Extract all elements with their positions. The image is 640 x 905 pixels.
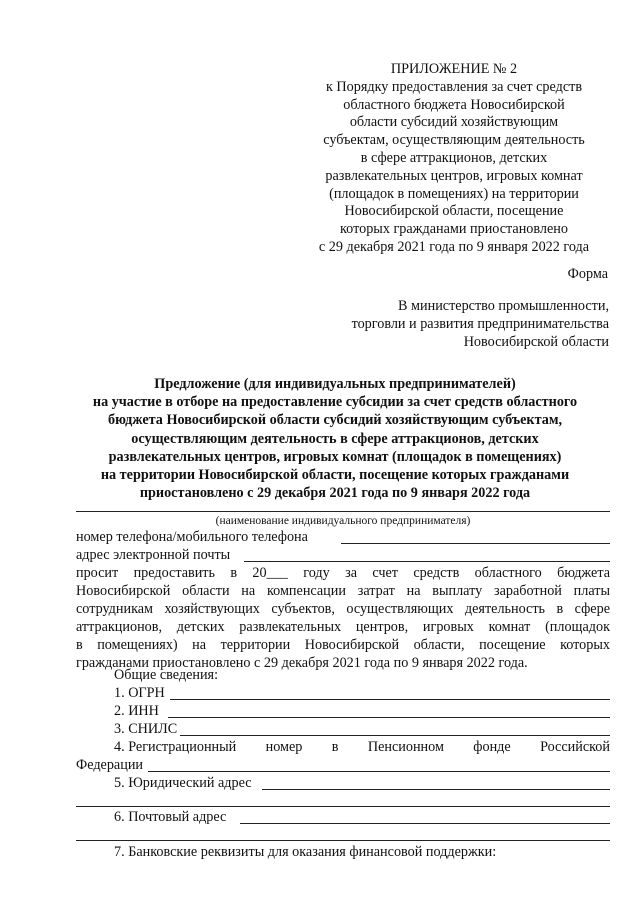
appendix-title: ПРИЛОЖЕНИЕ № 2 xyxy=(390,61,518,77)
appendix-line: к Порядку предоставления за счет средств xyxy=(325,78,583,95)
snils-label: 3. СНИЛС xyxy=(114,721,178,737)
pfr-word: 4. Регистрационный xyxy=(114,739,237,755)
legal-address-field-continued[interactable] xyxy=(76,806,610,807)
phone-field[interactable] xyxy=(341,543,610,544)
postal-address-label: 6. Почтовый адрес xyxy=(114,809,227,825)
bank-details-label: 7. Банковские реквизиты для оказания финансовой поддержки: xyxy=(114,844,497,860)
request-paragraph xyxy=(76,564,610,672)
snils-field[interactable] xyxy=(180,735,610,736)
pfr-word: фонде xyxy=(473,739,511,755)
appendix-header xyxy=(300,61,608,257)
legal-address-label: 5. Юридический адрес xyxy=(114,775,252,791)
title-line: бюджета Новосибирской области субсидий хозяйствующим субъектам, xyxy=(107,412,563,429)
appendix-line: с 29 декабря 2021 года по 9 января 2022 года xyxy=(318,238,590,255)
recipient-line: торговли и развития предпринимательства xyxy=(351,316,609,332)
request-line: гражданами приостановлено с 29 декабря 2021 года по 9 января 2022 года. xyxy=(76,655,528,671)
title-line: приостановлено с 29 декабря 2021 года по 9 января 2022 года xyxy=(139,485,531,502)
appendix-line: которых гражданами приостановлено xyxy=(340,221,568,238)
request-line: в помещениях) на территории Новосибирской области, посещение которых xyxy=(76,637,610,653)
phone-label: номер телефона/мобильного телефона xyxy=(76,529,308,545)
entrepreneur-name-field[interactable] xyxy=(76,511,610,512)
title-line: развлекательных центров, игровых комнат (площадок в помещениях) xyxy=(108,448,562,465)
request-line: сотрудникам хозяйствующих субъектов, осуществляющих деятельность в сфере xyxy=(76,601,610,617)
document-title xyxy=(60,375,610,502)
pfr-word: в xyxy=(331,739,339,755)
general-info-heading: Общие сведения: xyxy=(114,667,219,683)
request-line: аттракционов, детских развлекательных центров, игровых комнат (площадок xyxy=(76,619,610,635)
request-line: просит предоставить в 20___ году за счет средств областного бюджета xyxy=(76,565,610,581)
pfr-continuation-label: Федерации xyxy=(76,757,144,773)
title-line: Предложение (для индивидуальных предпринимателей) xyxy=(154,376,516,392)
pfr-word: Пенсионном xyxy=(367,739,444,755)
recipient-line: В министерство промышленности, xyxy=(398,298,609,314)
legal-address-field[interactable] xyxy=(262,789,610,790)
postal-address-field-continued[interactable] xyxy=(76,840,610,841)
entrepreneur-name-caption: (наименование индивидуального предпринимателя) xyxy=(215,515,471,527)
pfr-number-label xyxy=(114,738,610,756)
ogrn-label: 1. ОГРН xyxy=(114,685,165,701)
email-label: адрес электронной почты xyxy=(76,547,231,563)
appendix-line: (площадок в помещениях) на территории xyxy=(329,185,579,202)
form-label: Форма xyxy=(567,266,608,282)
request-line: Новосибирской области на компенсации затрат на выплату заработной платы xyxy=(76,583,610,599)
title-line: на территории Новосибирской области, посещение которых гражданами xyxy=(100,467,570,484)
recipient-line: Новосибирской области xyxy=(463,334,609,350)
postal-address-field[interactable] xyxy=(240,823,610,824)
pfr-word: номер xyxy=(265,739,303,755)
inn-label: 2. ИНН xyxy=(114,703,159,719)
pfr-number-field[interactable] xyxy=(148,771,610,772)
appendix-line: субъектам, осуществляющим деятельность xyxy=(323,132,585,149)
title-line: осуществляющим деятельность в сфере аттракционов, детских xyxy=(131,430,539,447)
appendix-line: области субсидий хозяйствующим xyxy=(349,114,559,131)
title-line: на участие в отборе на предоставление субсидии за счет средств областного xyxy=(92,394,578,411)
inn-field[interactable] xyxy=(168,717,610,718)
appendix-line: развлекательных центров, игровых комнат xyxy=(325,167,583,184)
email-field[interactable] xyxy=(244,561,610,562)
ogrn-field[interactable] xyxy=(170,699,610,700)
appendix-line: в сфере аттракционов, детских xyxy=(360,149,548,166)
pfr-word: Российской xyxy=(540,739,610,755)
appendix-line: Новосибирской области, посещение xyxy=(344,203,564,220)
appendix-line: областного бюджета Новосибирской xyxy=(343,96,565,113)
recipient-block xyxy=(300,297,609,351)
